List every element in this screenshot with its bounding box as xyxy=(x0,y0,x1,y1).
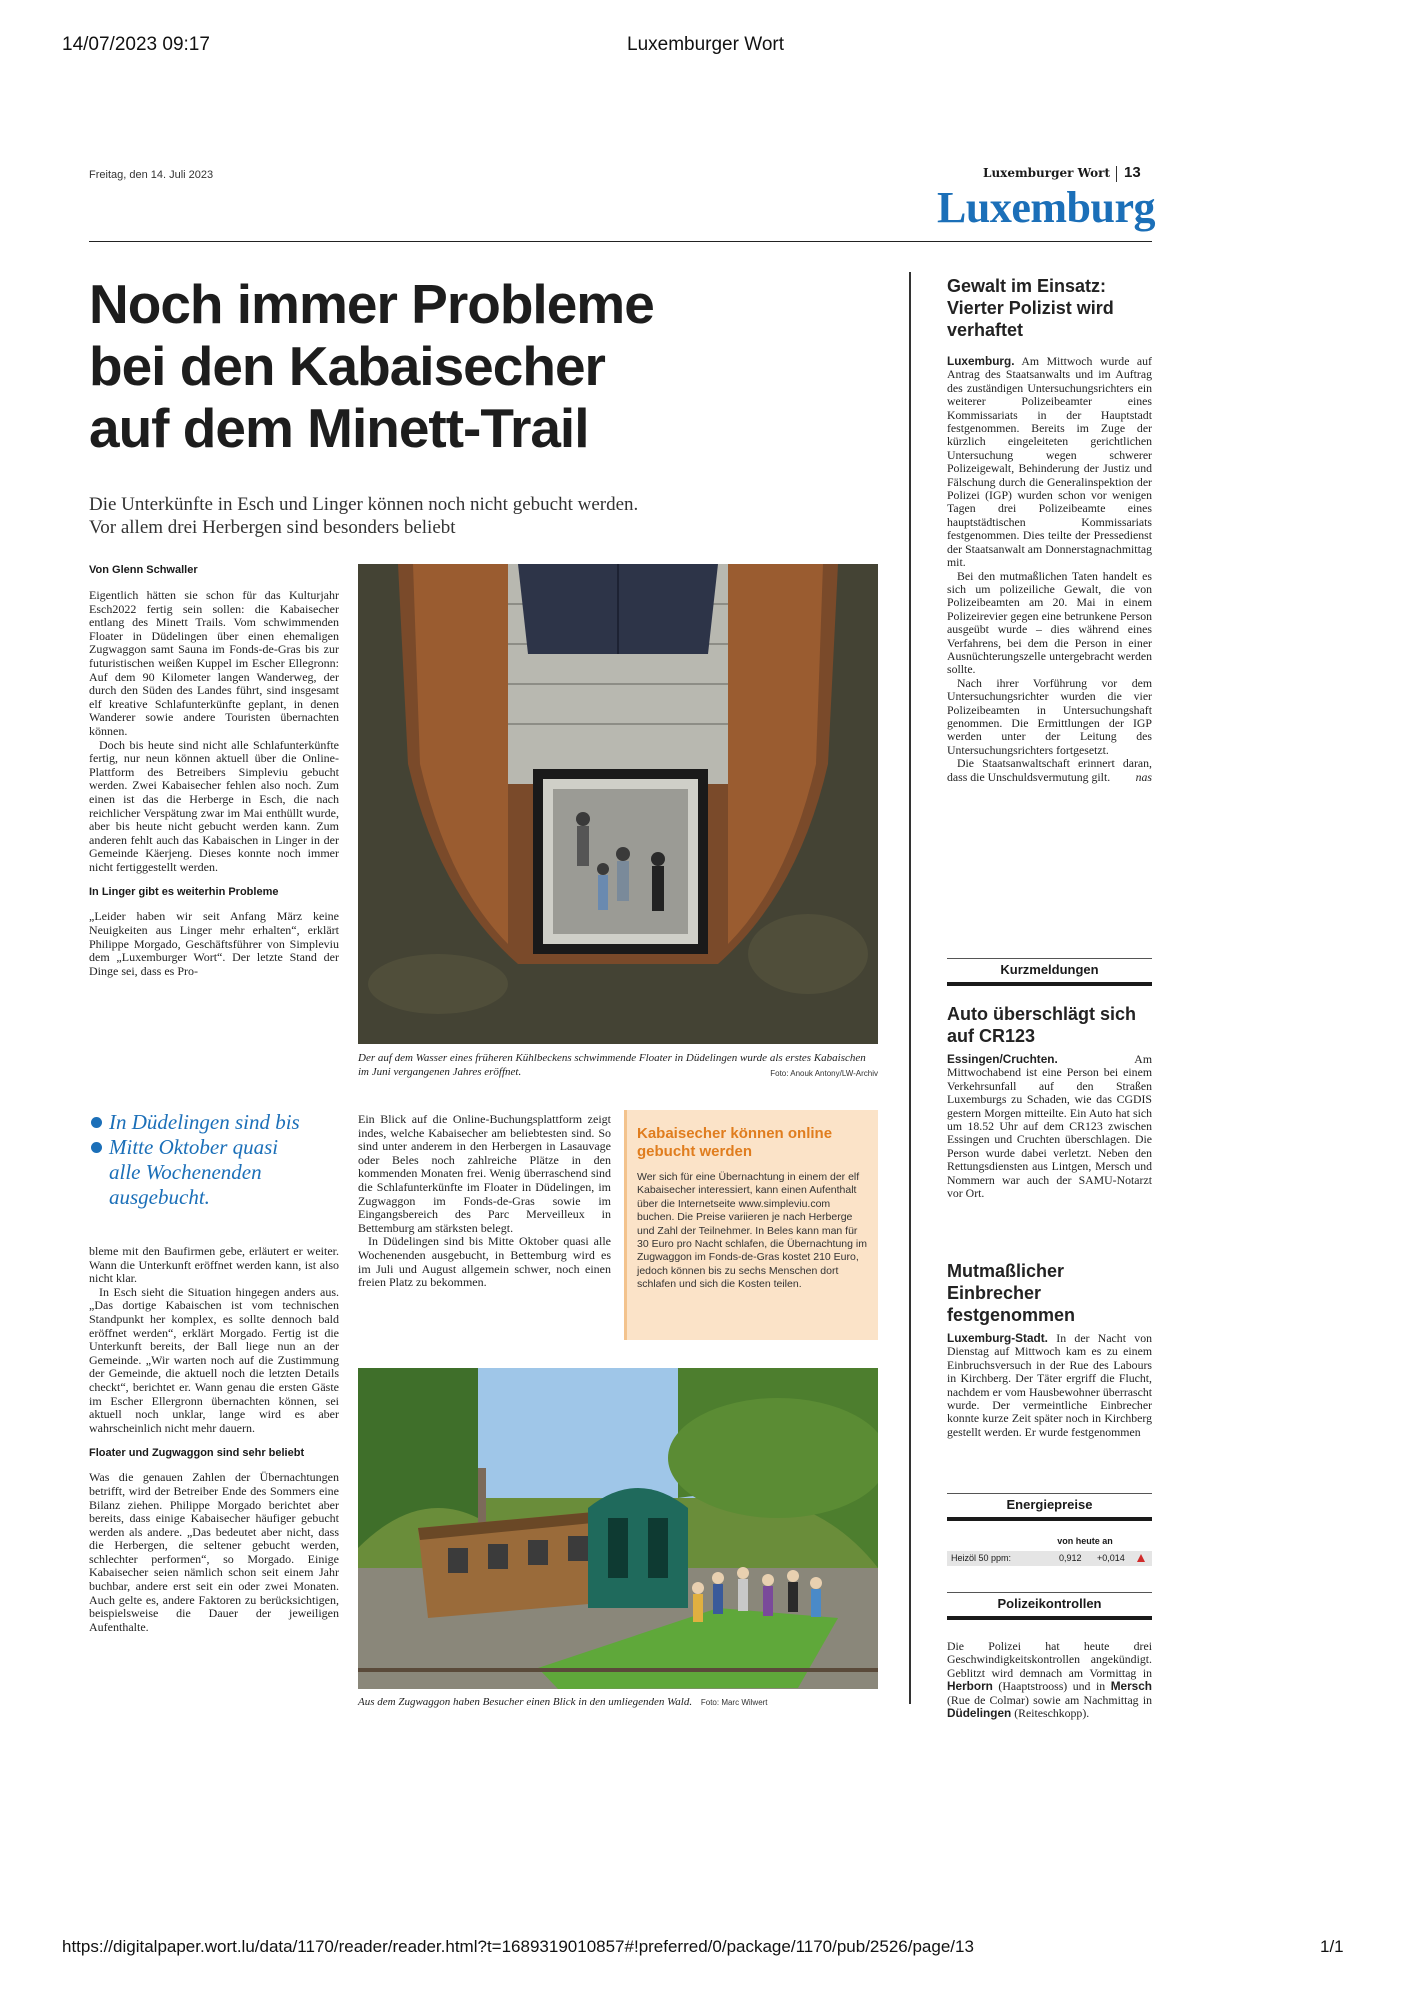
headline-line: festgenommen xyxy=(947,1305,1076,1325)
page-number: 13 xyxy=(1124,164,1141,181)
kurzmeldungen-title: Kurzmeldungen xyxy=(1000,962,1099,977)
energy-label: Heizöl 50 ppm: xyxy=(951,1553,1012,1563)
pull-quote-line: ausgebucht. xyxy=(109,1185,210,1209)
issue-date: Freitag, den 14. Juli 2023 xyxy=(89,169,214,181)
article-col1-upper xyxy=(89,564,339,978)
pull-quote-line: Mitte Oktober quasi xyxy=(109,1135,279,1159)
sidebar-story-police xyxy=(947,275,1152,784)
sidebar-headline xyxy=(947,275,1152,341)
photo-zugwaggon xyxy=(358,1368,878,1689)
info-box xyxy=(624,1110,878,1340)
photo-floater-caption xyxy=(358,1051,878,1081)
print-url: https://digitalpaper.wort.lu/data/1170/reader/reader.html?t=1689319010857#!preferred/0/package/1170/pub/2526/page/13 xyxy=(62,1937,974,1956)
headline-line: Auto überschlägt sich xyxy=(947,1004,1137,1024)
headline-line: verhaftet xyxy=(947,320,1024,340)
paragraph: Bei den mutmaßlichen Taten handelt es sich um polizeiliche Gewalt, die von Polizeibeamten am 20. Mai in einem Polizeirevier gegen eine betrunkene Person ausgeübt wurde – dies während eines Verfahrens, bei dem die Person in einer Ausnüchterungszelle untergebracht werden sollte. xyxy=(947,568,1152,677)
divider xyxy=(947,1592,1152,1593)
photo-credit: Foto: Anouk Antony/LW-Archiv xyxy=(770,1069,878,1078)
standfirst-line: Die Unterkünfte in Esch und Linger können noch nicht gebucht werden. xyxy=(89,494,639,515)
column-separator xyxy=(909,272,911,1704)
headline-line: bei den Kabaisecher xyxy=(89,335,605,397)
divider xyxy=(947,1493,1152,1494)
energy-price: 0,912 xyxy=(1059,1553,1082,1563)
trend-up-icon xyxy=(1137,1554,1145,1562)
photo-zugwaggon-caption xyxy=(358,1695,878,1710)
energy-column-header: von heute an xyxy=(1057,1536,1113,1546)
bullet-icon xyxy=(91,1142,102,1153)
paragraph: Am Mittwoch wurde auf Antrag des Staatsanwalts und im Auftrag des zuständigen Untersuchungsrichters ein weiterer Polizeibeamter eines Kommissariats in der Hauptstadt festgenommen. Bereits im Zuge der kürzlich eingeleiteten gerichtlichen Untersuchung wegen schwerer Polizeigewalt, Behinderung der Justiz und Fälschung durch die Generalinspektion der Polizei (IGP) wurden schon vor wenigen Tagen drei Polizeibeamte eines hauptstädtischen Kommissariats festgenommen. Dies teilte der Pressedienst der Staatsanwalt am Donnerstagnachmittag mit. xyxy=(947,354,1152,570)
print-title: Luxemburger Wort xyxy=(627,34,784,55)
photo-floater xyxy=(358,564,878,1044)
standfirst-line: Vor allem drei Herbergen sind besonders beliebt xyxy=(89,517,456,538)
photo-credit: Foto: Marc Wilwert xyxy=(700,1698,768,1707)
author-initials: nas xyxy=(1135,769,1152,784)
paragraph: Eigentlich hätten sie schon für das Kulturjahr Esch2022 fertig sein sollen: die Kabaisecher entlang des Minett Trails. Vom schwimmenden Floater in Düdelingen über einen ehemaligen Zugwaggon samt Sauna im Fonds-de-Gras bis zur futuristischen weißen Kuppel im Escher Ellegronn: Auf dem 90 Kilometer langen Wanderweg, der durch den Süden des Landes führt, sind insgesamt elf kreative Schlafunterkünfte geplant, in denen Wanderer sowie andere Touristen übernachten können. xyxy=(89,588,339,738)
section-title: Luxemburg xyxy=(937,183,1155,232)
masthead-divider xyxy=(1116,166,1117,182)
article-headline xyxy=(89,273,869,459)
info-box-title-line: Kabaisecher können online xyxy=(637,1125,833,1142)
divider xyxy=(947,1616,1152,1620)
print-page-count: 1/1 xyxy=(1320,1937,1344,1956)
headline-line: Mutmaßlicher Einbrecher xyxy=(947,1261,1065,1303)
energy-title: Energiepreise xyxy=(1006,1497,1093,1512)
energy-row xyxy=(947,1551,1152,1566)
paragraph: Ein Blick auf die Online-Buchungsplattform zeigt indes, welche Kabaisecher am beliebtesten sind. So sind unter anderem in den Herbergen in Lasauvage oder Beles noch zahlreiche Plätze in den kommenden Monaten frei. Wenig überraschend sind die Schlafunterkünfte im Floater in Düdelingen, im Zugwaggon im Fonds-de-Gras sowie im Eingangsbereich des Parc Merveilleux in Bettemburg am stärksten belegt. xyxy=(358,1112,611,1235)
paragraph: Nach ihrer Vorführung vor dem Untersuchungsrichter wurden die vier Polizeibeamten in Untersuchungshaft genommen. Die Ermittlungen der IGP werden unter der Leitung des Untersuchungsrichters fortgesetzt. xyxy=(947,675,1152,757)
caption-text: Aus dem Zugwaggon haben Besucher einen Blick in den umliegenden Wald. xyxy=(358,1696,693,1708)
paragraph: Am Mittwochabend ist eine Person bei einem Verkehrsunfall auf den Straßen Luxemburgs zu Schaden, wie das CGDIS gestern Morgen mitteilte. Ein Auto hat sich um 18.52 Uhr auf dem CR123 zwischen Essingen und Cruchten überschlagen. Die Person wurde dabei verletzt. Neben den Rettungsdiensten aus Lintgen, Mersch und Nommern war auch der SAMU-Notarzt vor Ort. xyxy=(947,1052,1152,1201)
divider xyxy=(947,982,1152,986)
print-datetime: 14/07/2023 09:17 xyxy=(62,34,210,55)
sidebar-story-accident xyxy=(947,1003,1152,1200)
article-col2 xyxy=(358,1113,611,1290)
divider xyxy=(947,1517,1152,1521)
paragraph: Die Staatsanwaltschaft erinnert daran, dass die Unschuldsvermutung gilt. xyxy=(947,756,1152,784)
pull-quote-line: alle Wochenenden xyxy=(109,1160,262,1184)
headline-line: Gewalt im Einsatz: xyxy=(947,276,1107,296)
police-title: Polizeikontrollen xyxy=(997,1596,1102,1611)
headline-line: auf CR123 xyxy=(947,1026,1036,1046)
subhead: Floater und Zugwaggon sind sehr beliebt xyxy=(89,1447,305,1460)
article-standfirst xyxy=(89,493,869,539)
headline-line: Noch immer Probleme xyxy=(89,273,654,335)
headline-line: Vierter Polizist wird xyxy=(947,298,1114,318)
pull-quote-line: In Düdelingen sind bis xyxy=(109,1110,300,1134)
place-name: Mersch xyxy=(1110,1679,1152,1694)
pull-quote xyxy=(89,1110,339,1210)
paragraph: „Leider haben wir seit Anfang März keine Neuigkeiten aus Linger mehr erhalten“, erklärt Philippe Morgado, Geschäftsführer von Simpleviu dem „Luxemburger Wort“. Der letzte Stand der Dinge sei, dass es Pro- xyxy=(89,909,339,978)
paragraph: In der Nacht von Dienstag auf Mittwoch kam es zu einem Einbruchsversuch in der Rue des Labours in Kirchberg. Der Täter ergriff die Flucht, nachdem er vom Hausbewohner überrascht wurde. Der vermeintliche Einbrecher konnte kurze Zeit später noch in Kirchberg gestellt werden. Er wurde festgenommen xyxy=(947,1331,1152,1439)
info-box-body: Wer sich für eine Übernachtung in einem der elf Kabaisecher interessiert, kann einen Aufenthalt über die Internetseite www.simpleviu.com buchen. Die Preise variieren je nach Herberge und Zahl der Teilnehmer. In Beles kann man für 30 Euro pro Nacht schlafen, die Übernachtung im Zugwaggon im Fonds-de-Gras kostet 210 Euro, jedoch können bis zu sechs Menschen dort schlafen und sich die Kosten teilen. xyxy=(637,1171,867,1291)
dateline: Luxemburg. xyxy=(947,354,1015,368)
paragraph: In Esch sieht die Situation hingegen anders aus. „Das dortige Kabaischen ist vom technischen Standpunkt her komplex, es sollte dennoch bald eröffnet werden“, erklärt Morgado. Fertig ist die Unterkunft bereits, der Ball liege nun an der Gemeinde. „Wir warten noch auf die Zustimmung der Gemeinde, die aktuell noch die letzten Details checkt“, berichtet er. Wann genau die ersten Gäste im Escher Ellergronn übernachten können, sei aktuell noch unklar, lange wird es aber wahrscheinlich nicht mehr dauern. xyxy=(89,1284,339,1435)
article-col1-lower xyxy=(89,1245,339,1634)
info-box-title xyxy=(637,1125,868,1161)
paragraph: bleme mit den Baufirmen gebe, erläutert er weiter. Wann die Unterkunft eröffnet werden kann, ist also nicht klar. xyxy=(89,1244,339,1286)
police-controls-text xyxy=(947,1640,1152,1720)
dateline: Luxemburg-Stadt. xyxy=(947,1331,1048,1345)
bullet-icon xyxy=(91,1117,102,1128)
dateline: Essingen/Cruchten. xyxy=(947,1052,1058,1066)
place-name: Herborn xyxy=(947,1679,993,1694)
place-name: Düdelingen xyxy=(947,1706,1012,1721)
info-box-title-line: gebucht werden xyxy=(637,1143,753,1160)
byline: Von Glenn Schwaller xyxy=(89,564,198,576)
energy-change: +0,014 xyxy=(1097,1553,1125,1563)
paper-name: Luxemburger Wort xyxy=(983,166,1110,180)
text: (Rue de Colmar) sowie am Nachmittag in xyxy=(947,1692,1152,1707)
masthead-rule xyxy=(89,241,1152,242)
sidebar-headline xyxy=(947,1260,1152,1326)
text: (Reiteschkopp). xyxy=(1014,1706,1090,1721)
subhead: In Linger gibt es weiterhin Probleme xyxy=(89,886,279,899)
divider xyxy=(947,958,1152,959)
paragraph: Doch bis heute sind nicht alle Schlafunterkünfte fertig, nur neun können aktuell über die Online-Plattform des Betreibers Simpleviu gebucht werden. Zwei Kabaisecher fehlen also noch. Zum einen ist das die Herberge in Esch, die nach reichlicher Verspätung zwar im Mai enthüllt wurde, aber bis heute nicht gebucht werden kann. Zum anderen fehlt auch das Kabaischen in Linger in der Gemeinde Käerjeng. Dieses konnte noch immer nicht fertiggestellt werden. xyxy=(89,737,339,874)
text: Die Polizei hat heute drei Geschwindigkeitskontrollen angekündigt. Geblitzt wird demnach am Vormittag in xyxy=(947,1639,1152,1680)
text: (Haaptstrooss) und in xyxy=(998,1679,1106,1694)
paragraph: Was die genauen Zahlen der Übernachtungen betrifft, wird der Betreiber Ende des Sommers eine Bilanz ziehen. Philippe Morgado berichtet aber bereits, dass einige Kabaisecher häufiger gebucht werden als andere. „Das bedeutet aber nicht, dass die Herbergen, die seltener gebucht werden, schlechter performen“, so Morgado. Einige Kabaisecher seien nämlich schon seit einem Jahr buchbar, andere erst seit ein oder zwei Monaten. Auch gelte es, andere Faktoren zu berücksichtigen, beispielsweise die Dauer der jeweiligen Aufenthalte. xyxy=(89,1470,339,1634)
caption-text: Der auf dem Wasser eines früheren Kühlbeckens schwimmende Floater in Düdelingen wurde als erstes Kabaischen im Juni vergangenen Jahres eröffnet. xyxy=(358,1052,866,1078)
paragraph: In Düdelingen sind bis Mitte Oktober quasi alle Wochenenden ausgebucht, in Bettemburg wird es im Juli und August allgemein schwer, noch einen freien Platz zu bekommen. xyxy=(358,1234,611,1290)
headline-line: auf dem Minett-Trail xyxy=(89,397,589,459)
sidebar-headline xyxy=(947,1003,1152,1047)
sidebar-story-burglar xyxy=(947,1260,1152,1439)
